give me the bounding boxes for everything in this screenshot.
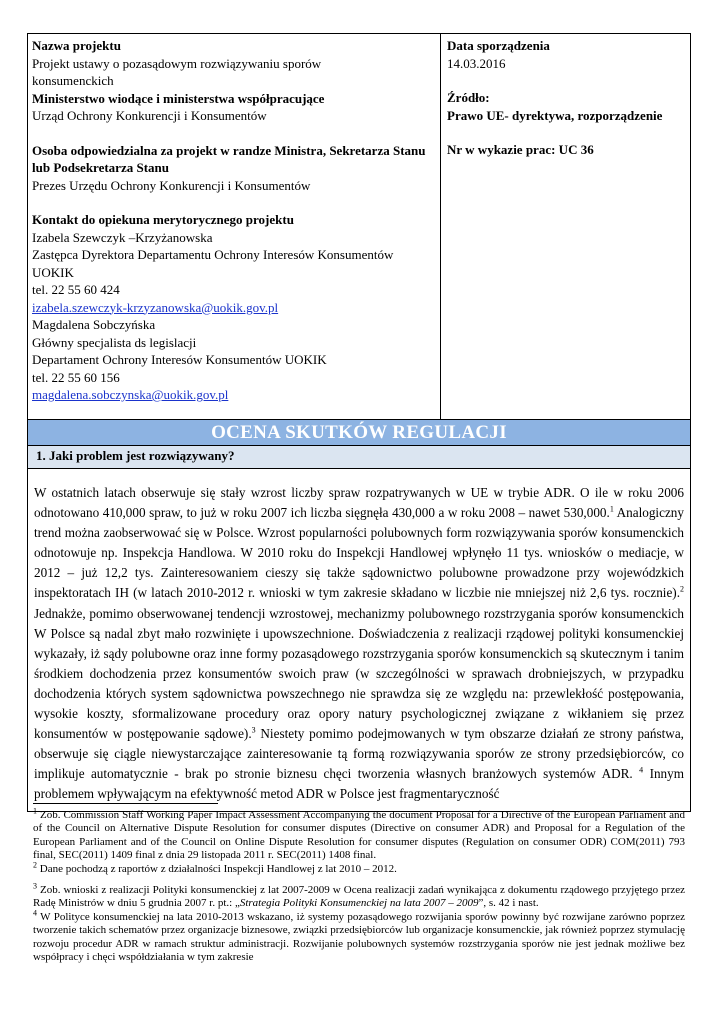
footnote-ref[interactable]: 1 (609, 504, 614, 514)
contact-line: tel. 22 55 60 156 (32, 369, 120, 385)
contact-label: Kontakt do opiekuna merytorycznego projektu (32, 212, 294, 227)
footnote-1: $^1$ Zob. Commission Staff Working Paper Impact Assessment Accompanying the document Proposal for a Directive of the European Parliament and of the Council on Alternative Dispute Resolution for consumer disputes (Directive on consumer ADR) and Proposal for a Regulation of the European Parliament and of the Council on Online Dispute Resolution for consumer disputes (Regulation on consumer ODR) COM(2011) 793 final, SEC(2011) 1409 final z dnia 29 listopada 2011 r. SEC(2011) 1408 final. (33, 806, 685, 862)
footnote-ref[interactable]: 2 (680, 585, 684, 595)
answer-cell (28, 469, 691, 812)
project-name-line-1: Projekt ustawy o pozasądowym rozwiązywaniu sporów (32, 55, 322, 71)
footnote-separator (33, 803, 218, 804)
ministry-value: Urząd Ochrony Konkurencji i Konsumentów (32, 108, 267, 123)
footnote-ref[interactable]: 3 (251, 725, 256, 735)
answer-paragraph: W ostatnich latach obserwuje się stały wzrost liczby spraw rozpatrywanych w UE w trybie ADR. O ile w roku 2006 odnotowano 410,000 spraw, to już w roku 2007 ich liczba sięgnęła 430,000 a w roku 2008 – nawet 530,000.$^1$ Analogiczny trend można zaobserwować się w Polsce. Wzrost popularności polubownych form rozwiązywania sporów konsumenckich odnotowuje np. Inspekcja Handlowa. W 2010 roku do Inspekcji Handlowej wpłynęło 11 tys. wniosków o mediacje, w 2012 – już 12,2 tys. Zainteresowaniem cieszy się także sądownictwo polubowne prowadzone przy wojewódzkich inspektoratach IH (w latach 2010-2012 r. wnioski w tym zakresie składano w liczbie nie mniejszej niż 2,6 tys. rocznie).$^2$ Jednakże, pomimo obserwowanej tendencji wzrostowej, mechanizmy polubownego rozstrzygania sporów konsumenckich W Polsce są nadal zbyt mało rozwinięte i upowszechnione. Doświadczenia z realizacji rządowej polityki konsumenckiej wykazały, iż sądy polubowne oraz inne formy pozasądowego rozstrzygania sporów konsumenckich są skutecznym i tanim środkiem dochodzenia przez konsumentów swoich praw (w szczególności w sprawach drobniejszych, w przypadku dochodzenia których system sądownictwa powszechnego nie sprawdza się ze względu na: przewlekłość postępowania, wysokie koszty, sformalizowane procedury oraz opory natury psychologicznej związane z wikłaniem się przez konsumentów w postępowanie sądowe).$^3$ Niestety pomimo podejmowanych w tym obszarze działań ze strony państwa, obserwuje się ciągle niewystarczające zainteresowanie tą formą rozwiązywania sporów ze strony przedsiębiorców, co implikuje automatycznie - brak po stronie biznesu chęci tworzenia własnych branżowych systemów ADR. $^4$ Innym problemem wpływającym na efektywność metod ADR w Polsce jest fragmentaryczność (34, 485, 684, 802)
footnotes (33, 806, 685, 964)
meta-info-cell (441, 34, 691, 420)
date-value: 14.03.2016 (447, 55, 506, 71)
osr-form (27, 33, 691, 812)
date-label: Data sporządzenia (447, 38, 550, 53)
project-name-label: Nazwa projektu (32, 38, 121, 53)
source-value: Prawo UE- dyrektywa, rozporządzenie (447, 107, 663, 123)
responsible-person-label: Osoba odpowiedzialna za projekt w randze Ministra, Sekretarza Stanu (32, 142, 426, 158)
footnote-3: $^3$ Zob. wnioski z realizacji Polityki konsumenckiej z lat 2007-2009 w Ocena realizacji zadań wynikająca z dokumentu rządowego przyjętego przez Radę Ministrów w dniu 5 grudnia 2007 r. pt.: „Strategia Polityki Konsumenckiej na lata 2007 – 2009”, s. 42 i nast. (33, 881, 685, 910)
email-link-2[interactable]: magdalena.sobczynska@uokik.gov.pl (32, 387, 229, 402)
header-table (27, 33, 691, 812)
project-name-line-2: konsumenckich (32, 73, 114, 88)
contact-line: Magdalena Sobczyńska (32, 317, 156, 332)
ministry-label: Ministerstwo wiodące i ministerstwa współpracujące (32, 90, 325, 106)
contact-line: Główny specjalista ds legislacji (32, 334, 197, 350)
responsible-person-value: Prezes Urzędu Ochrony Konkurencji i Konsumentów (32, 177, 311, 193)
email-link-1[interactable]: izabela.szewczyk-krzyzanowska@uokik.gov.pl (32, 299, 279, 315)
source-label: Źródło: (447, 90, 490, 105)
question-heading: 1. Jaki problem jest rozwiązywany? (36, 448, 235, 463)
contact-line: Departament Ochrony Interesów Konsumentów UOKIK (32, 352, 327, 367)
responsible-person-label-2: lub Podsekretarza Stanu (32, 160, 169, 175)
project-info-cell (28, 34, 441, 420)
work-list-number: Nr w wykazie prac: UC 36 (447, 142, 594, 157)
footnote-ref[interactable]: 4 (639, 765, 644, 775)
footnote-4: $^4$ W Polityce konsumenckiej na lata 2010-2013 wskazano, iż systemy pozasądowego rozwijania sporów powinny być rozwijane zarówno poprzez tworzenie takich schematów przez organizacje biznesowe, związki przedsiębiorców lub organizacje konsumenckie, jak również poprzez stymulację rozwoju procedur ADR w ramach struktur administracji. Rozwijanie polubownych systemów rozstrzygania sporów nie jest jednak możliwe bez współpracy i chęci współdziałania w tym zakresie (33, 908, 685, 964)
contact-line: tel. 22 55 60 424 (32, 282, 120, 297)
section-title: OCENA SKUTKÓW REGULACJI (28, 420, 691, 446)
contact-line: Izabela Szewczyk –Krzyżanowska (32, 229, 213, 245)
question-row (28, 446, 691, 469)
contact-line: Zastępca Dyrektora Departamentu Ochrony Interesów Konsumentów (32, 247, 394, 262)
contact-line: UOKIK (32, 264, 74, 280)
footnote-2: $^2$ Dane pochodzą z raportów z działalności Inspekcji Handlowej z lat 2010 – 2012. (33, 859, 397, 875)
